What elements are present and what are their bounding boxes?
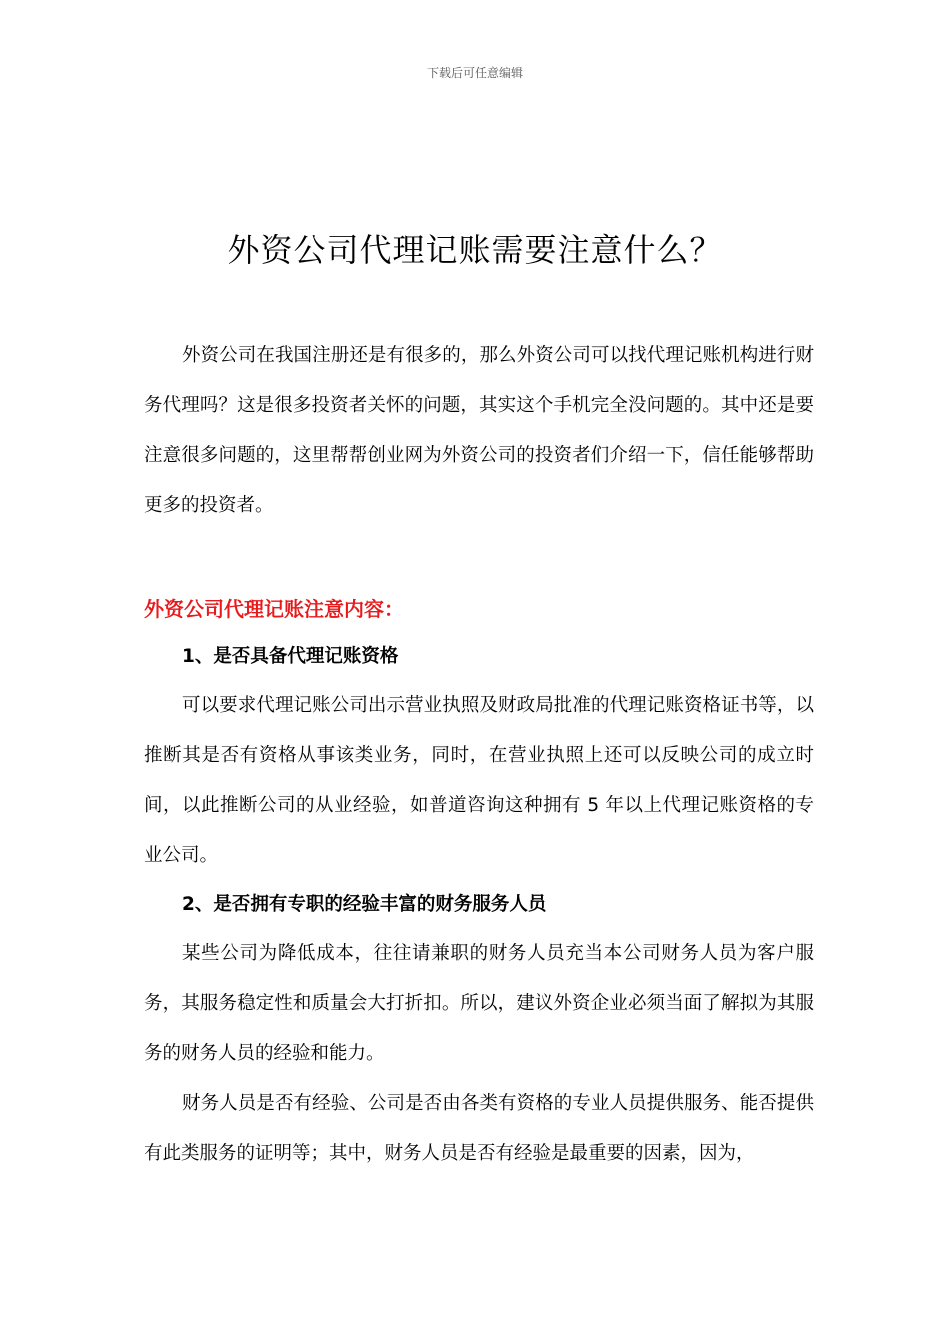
intro-paragraph: 外资公司在我国注册还是有很多的，那么外资公司可以找代理记账机构进行财务代理吗？这是很多投资者关怀的问题，其实这个手机完全没问题的。其中还是要注意很多问题的，这里帮帮创业网为外资公司的投资者们介绍一下，信任能够帮助更多的投资者。 — [144, 345, 814, 516]
item-2-heading: 2、是否拥有专职的经验丰富的财务服务人员 — [182, 894, 547, 915]
document-body — [144, 331, 814, 1179]
document-title: 外资公司代理记账需要注意什么？ — [227, 231, 723, 270]
item-1-heading: 1、是否具备代理记账资格 — [182, 646, 399, 667]
section-heading: 外资公司代理记账注意内容： — [144, 597, 404, 621]
item-1-paragraph: 可以要求代理记账公司出示营业执照及财政局批准的代理记账资格证书等，以推断其是否有资格从事该类业务，同时，在营业执照上还可以反映公司的成立时间，以此推断公司的从业经验，如普道咨询这种拥有 5 年以上代理记账资格的专业公司。 — [144, 695, 814, 866]
item-2-paragraph-1: 某些公司为降低成本，往往请兼职的财务人员充当本公司财务人员为客户服务，其服务稳定性和质量会大打折扣。所以，建议外资企业必须当面了解拟为其服务的财务人员的经验和能力。 — [144, 943, 814, 1064]
header-note: 下载后可任意编辑 — [426, 66, 523, 80]
item-2-paragraph-2: 财务人员是否有经验、公司是否由各类有资格的专业人员提供服务、能否提供有此类服务的证明等；其中，财务人员是否有经验是最重要的因素，因为， — [144, 1093, 814, 1164]
